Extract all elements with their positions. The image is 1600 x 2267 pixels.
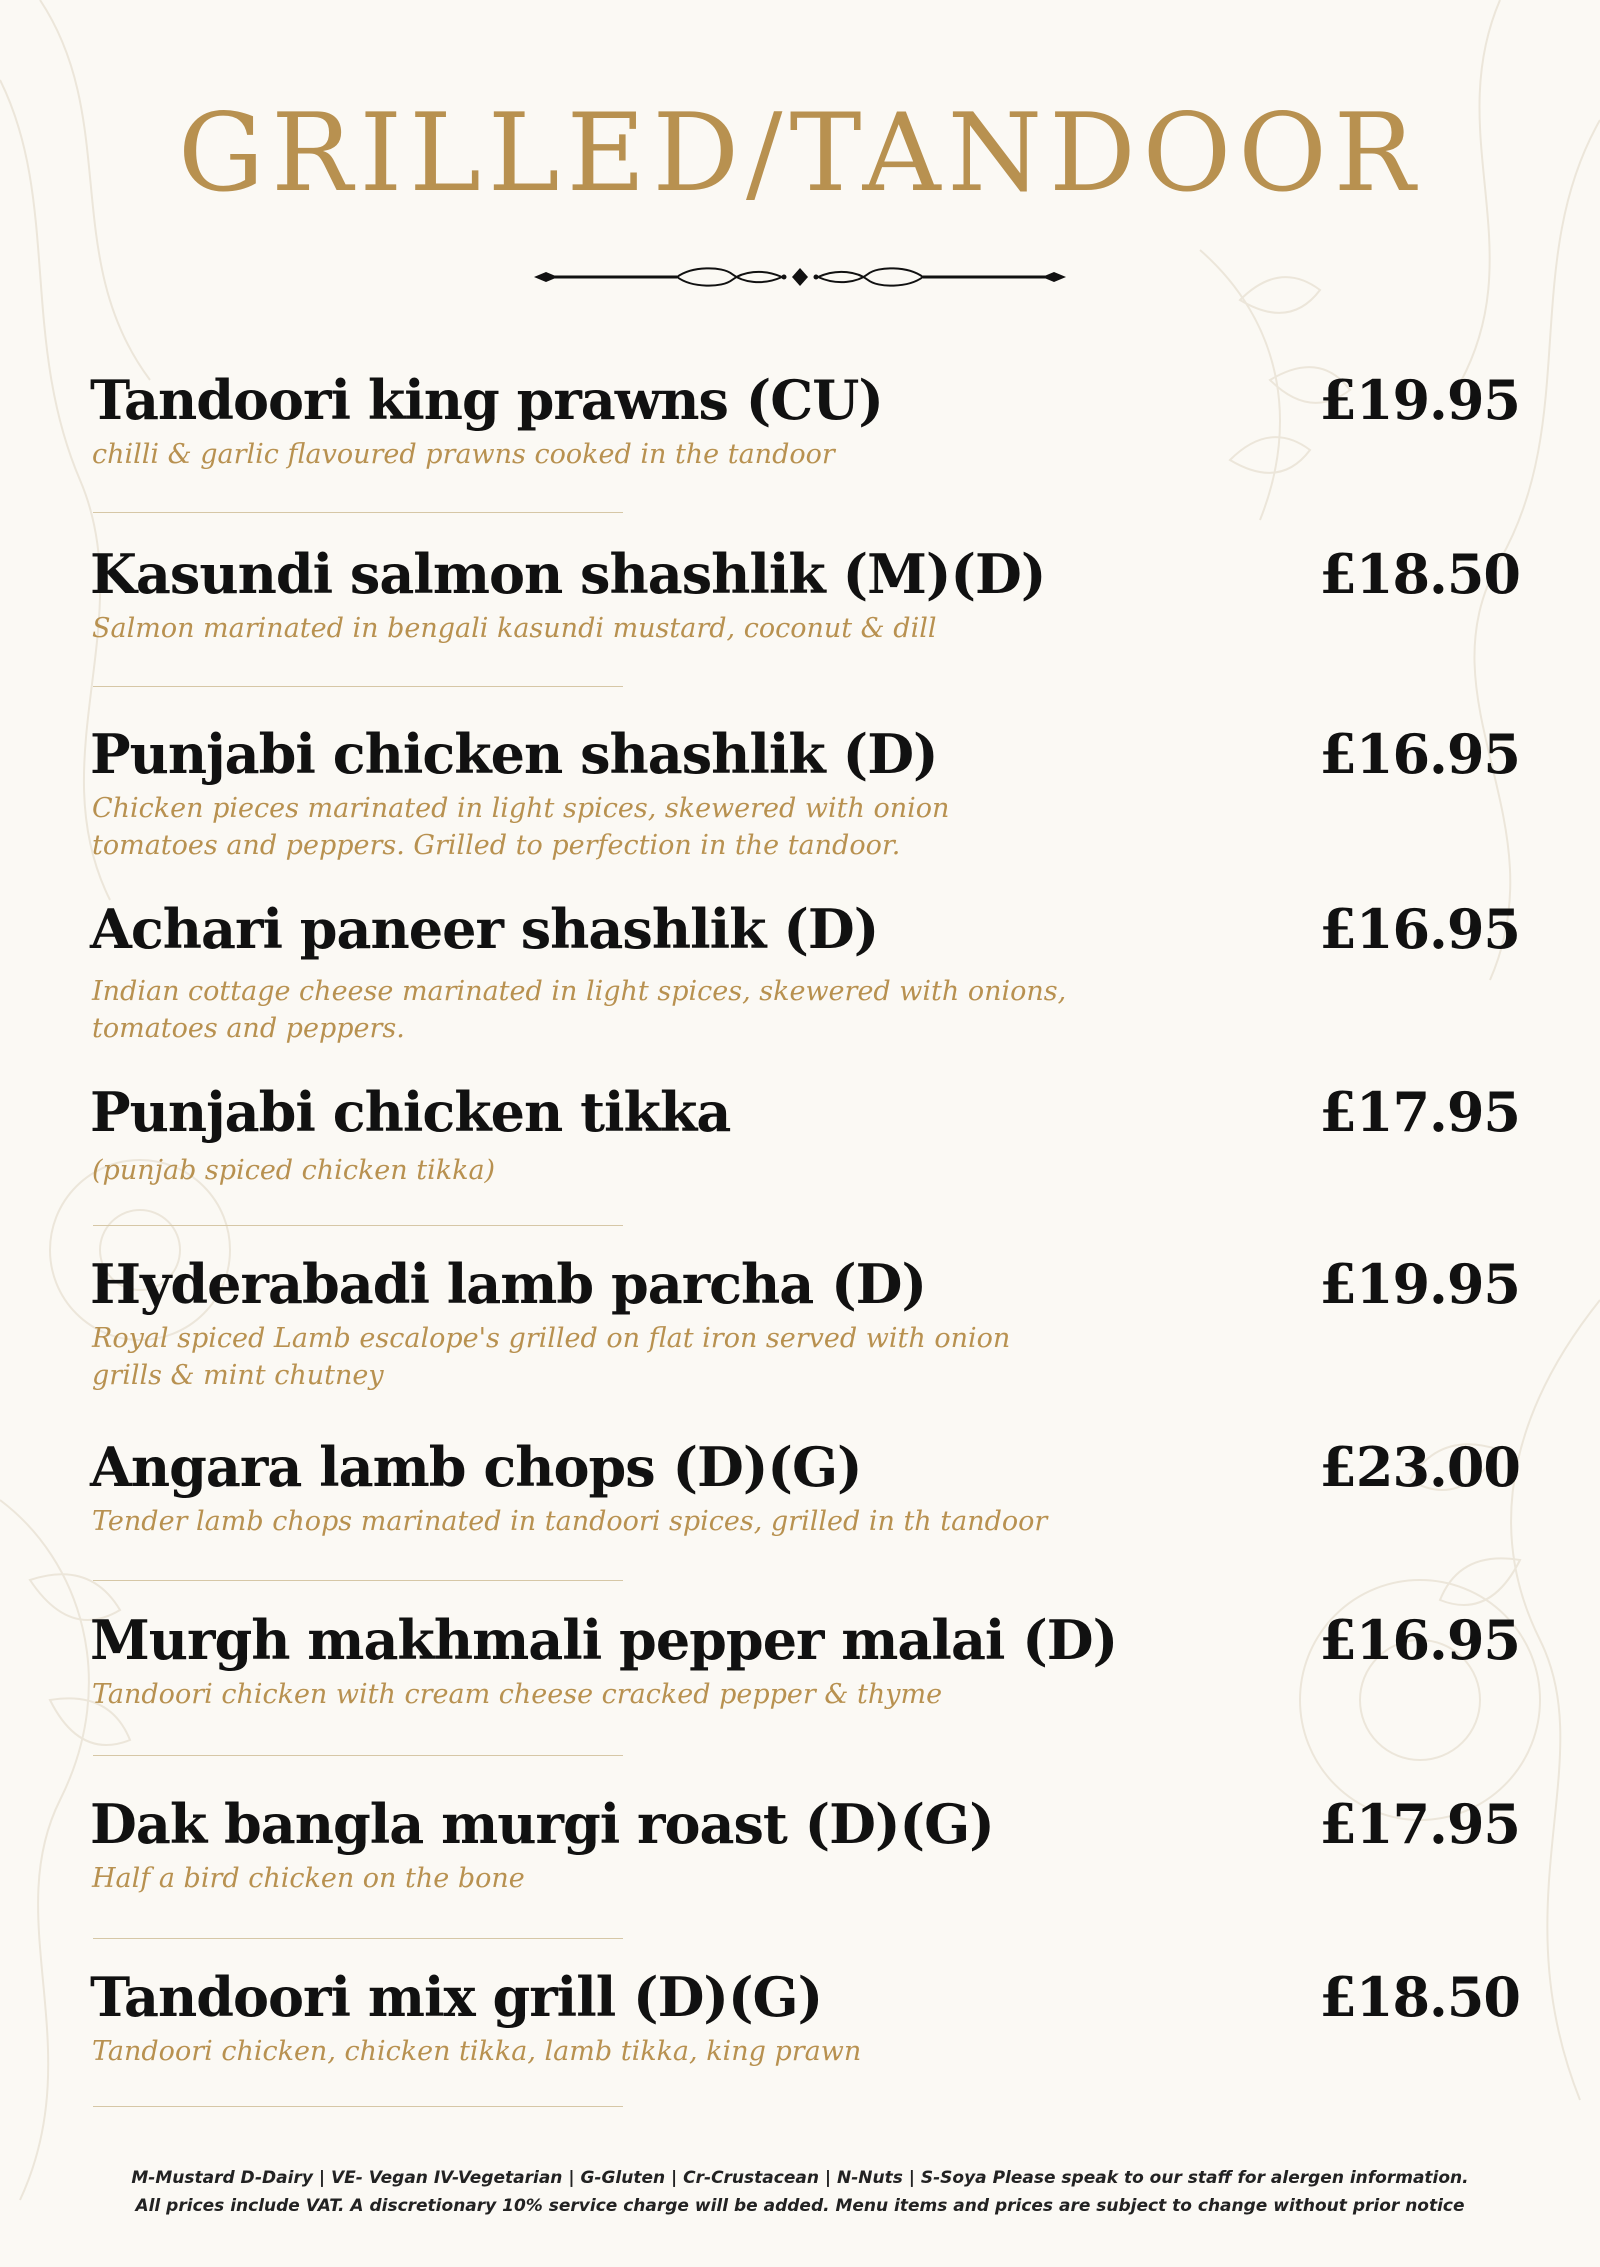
item-price: £17.95	[1319, 1792, 1520, 1856]
item-name: Tandoori mix grill (D)(G)	[90, 1965, 823, 2029]
vat-notice: All prices include VAT. A discretionary 10% service charge will be added. Menu items and prices are subject to change without prior notice	[135, 2196, 1465, 2216]
item-divider	[93, 686, 623, 687]
item-divider	[93, 2106, 623, 2107]
item-name: Murgh makhmali pepper malai (D)	[90, 1608, 1118, 1672]
item-divider	[93, 1580, 623, 1581]
item-name: Punjabi chicken shashlik (D)	[90, 722, 938, 786]
item-description: Tender lamb chops marinated in tandoori spices, grilled in th tandoor	[92, 1506, 1048, 1537]
item-price: £16.95	[1319, 722, 1520, 786]
item-name: Punjabi chicken tikka	[90, 1080, 731, 1144]
item-name: Hyderabadi lamb parcha (D)	[90, 1252, 927, 1316]
item-price: £23.00	[1319, 1435, 1520, 1499]
item-name: Dak bangla murgi roast (D)(G)	[90, 1792, 994, 1856]
item-description: chilli & garlic flavoured prawns cooked in the tandoor	[92, 439, 835, 470]
item-divider	[93, 512, 623, 513]
item-price: £16.95	[1319, 897, 1520, 961]
allergen-footer	[0, 2164, 1600, 2220]
item-price: £19.95	[1319, 368, 1520, 432]
item-description: Salmon marinated in bengali kasundi mustard, coconut & dill	[92, 613, 937, 644]
item-price: £18.50	[1319, 1965, 1520, 2029]
item-price: £17.95	[1319, 1080, 1520, 1144]
item-price: £18.50	[1319, 542, 1520, 606]
item-price: £16.95	[1319, 1608, 1520, 1672]
item-divider	[93, 1755, 623, 1756]
item-description: Half a bird chicken on the bone	[92, 1863, 525, 1894]
flourish-divider-icon	[532, 262, 1068, 292]
item-description: Tandoori chicken with cream cheese cracked pepper & thyme	[92, 1679, 943, 1710]
item-description: Royal spiced Lamb escalope's grilled on flat iron served with onion grills & mint chutney	[92, 1323, 1011, 1391]
item-name: Achari paneer shashlik (D)	[90, 897, 879, 961]
item-divider	[93, 1938, 623, 1939]
item-description: Indian cottage cheese marinated in light spices, skewered with onions, tomatoes and peppers.	[92, 976, 1067, 1044]
item-description: (punjab spiced chicken tikka)	[92, 1155, 496, 1186]
item-name: Kasundi salmon shashlik (M)(D)	[90, 542, 1046, 606]
item-name: Angara lamb chops (D)(G)	[90, 1435, 862, 1499]
page-title: GRILLED/TANDOOR	[177, 91, 1423, 216]
item-description: Chicken pieces marinated in light spices, skewered with onion tomatoes and peppers. Grilled to perfection in the tandoor.	[92, 793, 950, 861]
item-name: Tandoori king prawns (CU)	[90, 368, 883, 432]
allergen-key: M-Mustard D-Dairy | VE- Vegan IV-Vegetarian | G-Gluten | Cr-Crustacean | N-Nuts | S-Soya Please speak to our staff for alergen information.	[131, 2168, 1469, 2188]
item-description: Tandoori chicken, chicken tikka, lamb tikka, king prawn	[92, 2036, 862, 2067]
item-divider	[93, 1225, 623, 1226]
item-price: £19.95	[1319, 1252, 1520, 1316]
